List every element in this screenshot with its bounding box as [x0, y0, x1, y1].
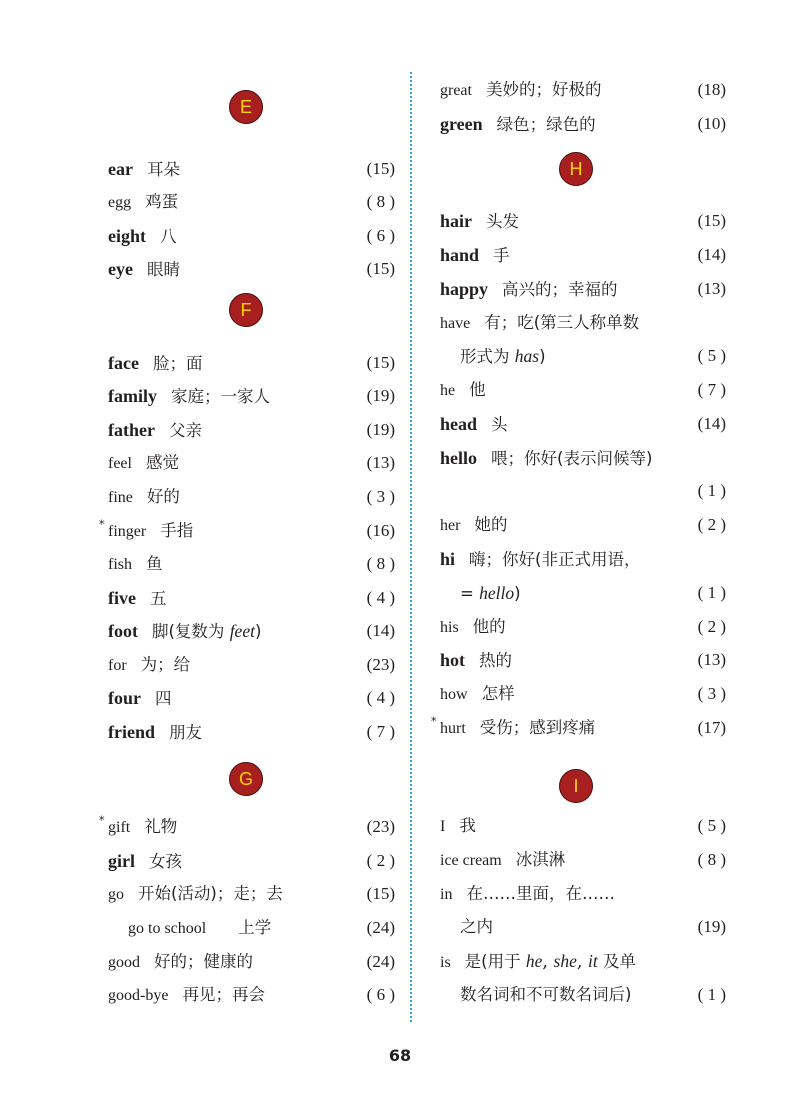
- entry-her: her 她的 ( 2 ): [440, 515, 726, 534]
- entry-hello: hello 喂；你好(表示问候等): [440, 448, 653, 468]
- entry-go: go 开始(活动)；走；去 (15): [108, 884, 395, 903]
- entry-is: is 是(用于 he, she, it 及单: [440, 951, 636, 972]
- entry-gift: * gift 礼物 (23): [99, 814, 395, 836]
- entry-girl: girl 女孩 ( 2 ): [108, 851, 395, 871]
- entry-hi-cont: = hello) ( 1 ): [460, 583, 726, 603]
- entry-ear: ear 耳朵 (15): [108, 159, 395, 179]
- entry-good: good 好的；健康的 (24): [108, 952, 395, 971]
- entry-goodbye: good-bye 再见；再会 ( 6 ): [108, 985, 395, 1004]
- page-number: 68: [388, 1046, 412, 1065]
- entry-happy: happy 高兴的；幸福的 (13): [440, 279, 726, 299]
- entry-head: head 头 (14): [440, 414, 726, 434]
- entry-have: have 有；吃(第三人称单数: [440, 313, 640, 332]
- entry-face: face 脸；面 (15): [108, 353, 395, 373]
- section-letter-i: I: [559, 769, 593, 803]
- entry-i: I 我 ( 5 ): [440, 816, 726, 835]
- section-letter-e: E: [229, 90, 263, 124]
- entry-feel: feel 感觉 (13): [108, 453, 395, 472]
- entry-eight: eight 八 ( 6 ): [108, 226, 395, 246]
- entry-hello-cont: ( 1 ): [697, 481, 726, 500]
- entry-family: family 家庭；一家人 (19): [108, 386, 395, 406]
- entry-fish: fish 鱼 ( 8 ): [108, 554, 395, 573]
- entry-green: green 绿色；绿色的 (10): [440, 114, 726, 134]
- entry-great: great 美妙的；好极的 (18): [440, 80, 726, 99]
- entry-go-to-school: go to school 上学 (24): [128, 918, 395, 937]
- entry-his: his 他的 ( 2 ): [440, 617, 726, 636]
- entry-friend: friend 朋友 ( 7 ): [108, 722, 395, 742]
- section-letter-g: G: [229, 762, 263, 796]
- entry-hi: hi 嗨；你好(非正式用语，: [440, 549, 641, 569]
- entry-egg: egg 鸡蛋 ( 8 ): [108, 192, 395, 211]
- entry-hair: hair 头发 (15): [440, 211, 726, 231]
- entry-in: in 在……里面，在……: [440, 884, 615, 903]
- entry-have-cont: 形式为 has) ( 5 ): [460, 346, 726, 366]
- entry-how: how 怎样 ( 3 ): [440, 684, 726, 703]
- section-letter-f: F: [229, 293, 263, 327]
- entry-five: five 五 ( 4 ): [108, 588, 395, 608]
- entry-in-cont: 之内 (19): [460, 917, 726, 936]
- entry-hurt: * hurt 受伤；感到疼痛 (17): [431, 715, 726, 737]
- entry-fine: fine 好的 ( 3 ): [108, 487, 395, 506]
- entry-hot: hot 热的 (13): [440, 650, 726, 670]
- entry-ice-cream: ice cream 冰淇淋 ( 8 ): [440, 850, 726, 869]
- entry-father: father 父亲 (19): [108, 420, 395, 440]
- column-divider: [410, 72, 412, 1022]
- entry-hand: hand 手 (14): [440, 245, 726, 265]
- entry-eye: eye 眼睛 (15): [108, 259, 395, 279]
- entry-for: for 为；给 (23): [108, 655, 395, 674]
- entry-finger: * finger 手指 (16): [99, 518, 395, 540]
- entry-foot: foot 脚(复数为 feet) (14): [108, 621, 395, 641]
- section-letter-h: H: [559, 152, 593, 186]
- entry-he: he 他 ( 7 ): [440, 380, 726, 399]
- entry-is-cont: 数名词和不可数名词后) ( 1 ): [460, 985, 726, 1004]
- entry-four: four 四 ( 4 ): [108, 688, 395, 708]
